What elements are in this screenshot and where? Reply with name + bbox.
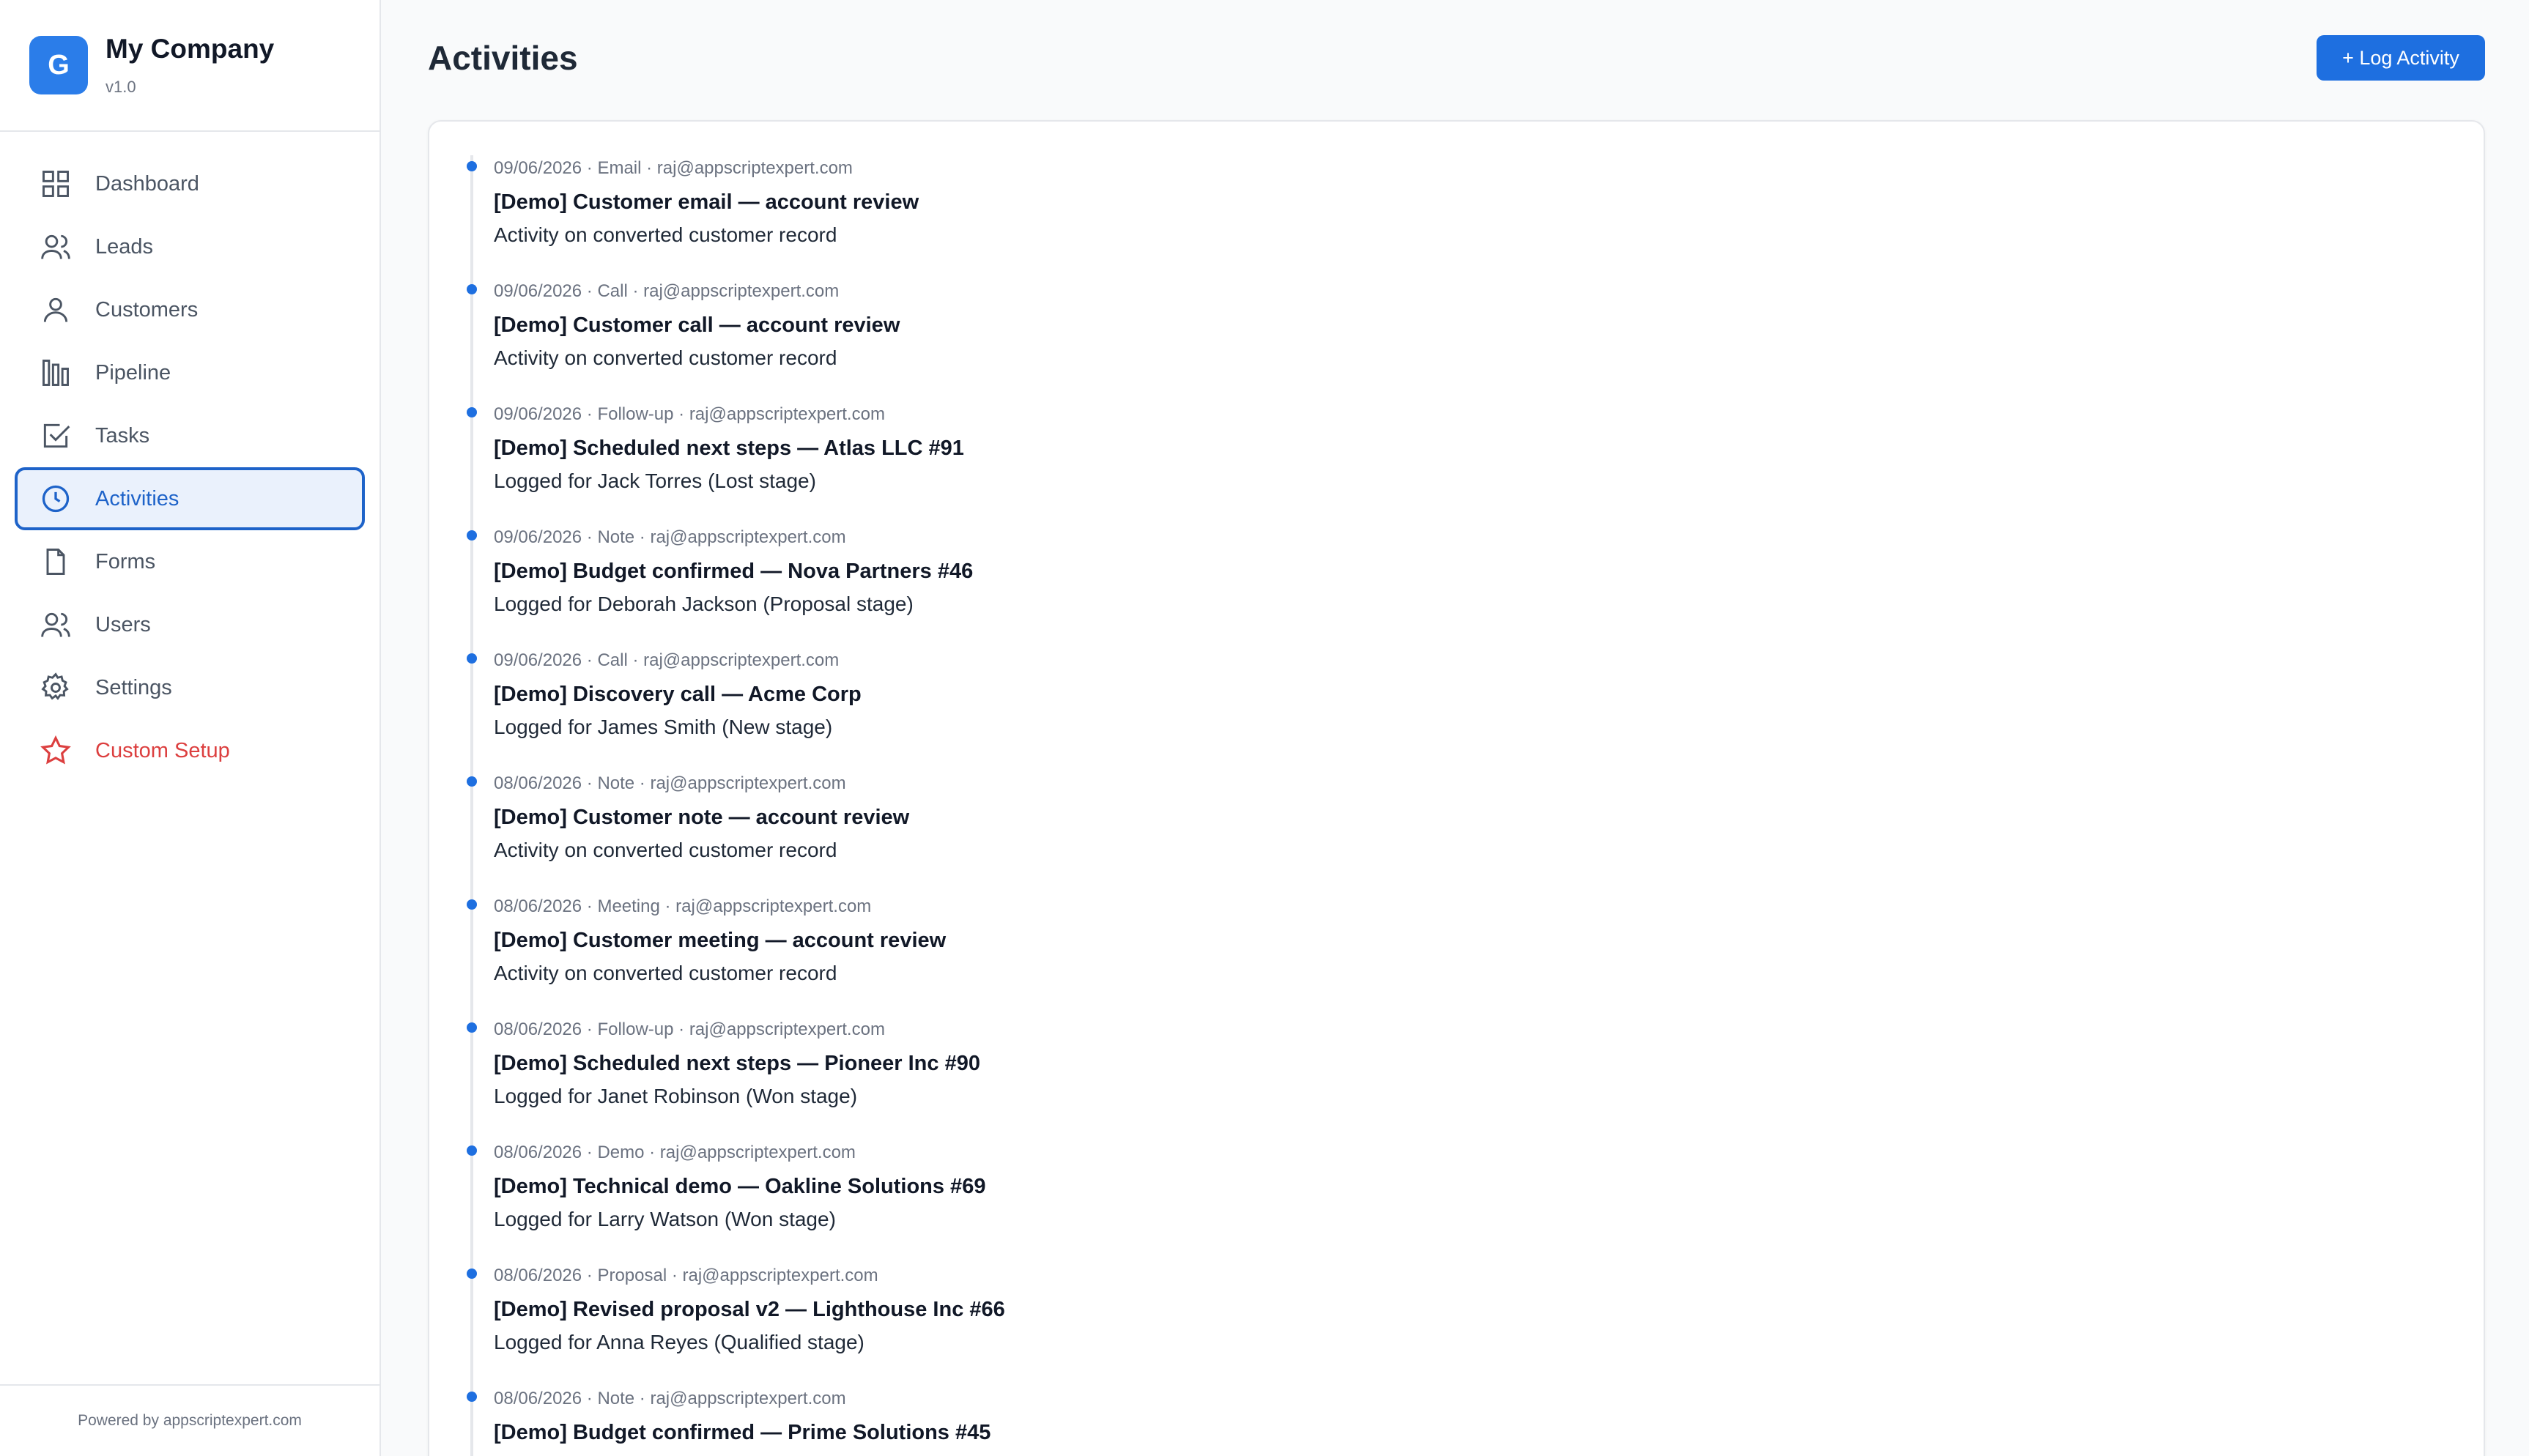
activity-title: [Demo] Discovery call — Acme Corp: [494, 683, 862, 706]
activity-description: Logged for Larry Watson (Won stage): [494, 1208, 836, 1230]
timeline-dot: [467, 530, 477, 541]
sidebar-item-activities[interactable]: [15, 467, 365, 530]
page-title: Activities: [428, 39, 578, 77]
activities-card: [428, 120, 2485, 1456]
brand-logo: G: [29, 36, 88, 94]
activity-title: [Demo] Technical demo — Oakline Solutions #69: [494, 1175, 986, 1198]
brand-name: My Company: [105, 34, 275, 64]
user-icon: [40, 294, 72, 326]
activity-meta: 09/06/2026 · Note · raj@appscriptexpert.com: [494, 527, 846, 547]
activity-title: [Demo] Scheduled next steps — Pioneer Inc #90: [494, 1052, 980, 1075]
activity-entry[interactable]: [473, 647, 2448, 770]
activity-meta: 09/06/2026 · Call · raj@appscriptexpert.com: [494, 650, 840, 670]
activity-entry[interactable]: [473, 894, 2448, 1017]
activity-entry[interactable]: [473, 1140, 2448, 1263]
sidebar-item-label: Forms: [95, 549, 156, 573]
activity-entry[interactable]: [473, 770, 2448, 894]
sidebar-footer: Powered by appscriptexpert.com: [0, 1384, 379, 1456]
activity-title: [Demo] Customer meeting — account review: [494, 929, 947, 952]
timeline-dot: [467, 407, 477, 417]
activity-title: [Demo] Customer email — account review: [494, 190, 919, 214]
sidebar-item-pipeline[interactable]: [15, 341, 365, 404]
timeline-dot: [467, 1392, 477, 1402]
timeline-dot: [467, 1269, 477, 1279]
activity-meta: 08/06/2026 · Follow-up · raj@appscriptexpert.com: [494, 1019, 885, 1039]
sidebar-item-label: Settings: [95, 675, 172, 699]
file-icon: [40, 546, 72, 578]
activity-entry[interactable]: [473, 1386, 2448, 1456]
sidebar-item-label: Activities: [95, 486, 179, 510]
users-icon: [40, 231, 72, 263]
gear-icon: [40, 672, 72, 704]
activity-timeline: [470, 155, 2448, 1456]
timeline-dot: [467, 284, 477, 294]
sidebar-item-settings[interactable]: [15, 656, 365, 719]
grid-icon: [40, 168, 72, 200]
sidebar-item-label: Custom Setup: [95, 738, 230, 762]
pipeline-icon: [40, 357, 72, 389]
log-activity-button[interactable]: + Log Activity: [2317, 35, 2485, 81]
activity-description: Logged for James Smith (New stage): [494, 716, 833, 738]
activity-meta: 09/06/2026 · Call · raj@appscriptexpert.com: [494, 281, 840, 301]
timeline-dot: [467, 776, 477, 787]
sidebar-item-leads[interactable]: [15, 215, 365, 278]
activity-description: Logged for Anna Reyes (Qualified stage): [494, 1331, 864, 1353]
activity-entry[interactable]: [473, 278, 2448, 401]
activity-description: Activity on converted customer record: [494, 839, 837, 861]
activity-meta: 08/06/2026 · Note · raj@appscriptexpert.com: [494, 773, 846, 793]
sidebar-item-label: Customers: [95, 297, 199, 322]
activity-meta: 08/06/2026 · Meeting · raj@appscriptexpert.com: [494, 896, 872, 916]
activity-title: [Demo] Budget confirmed — Prime Solutions #45: [494, 1421, 991, 1444]
activity-title: [Demo] Budget confirmed — Nova Partners #46: [494, 560, 974, 583]
checkbox-icon: [40, 420, 72, 452]
sidebar-item-dashboard[interactable]: [15, 152, 365, 215]
activity-title: [Demo] Revised proposal v2 — Lighthouse Inc #66: [494, 1298, 1005, 1321]
timeline-dot: [467, 161, 477, 171]
brand-text: [105, 34, 274, 97]
activity-meta: 08/06/2026 · Proposal · raj@appscriptexpert.com: [494, 1266, 878, 1285]
activity-entry[interactable]: [473, 401, 2448, 524]
activity-meta: 08/06/2026 · Note · raj@appscriptexpert.com: [494, 1389, 846, 1408]
timeline-dot: [467, 899, 477, 910]
sidebar: [0, 0, 381, 1456]
activity-description: Logged for Janet Robinson (Won stage): [494, 1085, 858, 1107]
activity-description: Logged for Deborah Jackson (Proposal stage): [494, 593, 914, 615]
activity-meta: 08/06/2026 · Demo · raj@appscriptexpert.com: [494, 1143, 856, 1162]
activity-title: [Demo] Customer call — account review: [494, 313, 900, 337]
sidebar-nav: [0, 132, 379, 782]
clock-icon: [40, 483, 72, 515]
activity-meta: 09/06/2026 · Email · raj@appscriptexpert.com: [494, 158, 853, 178]
activity-description: Activity on converted customer record: [494, 346, 837, 369]
brand: [0, 0, 379, 132]
activity-entry[interactable]: [473, 1263, 2448, 1386]
timeline-dot: [467, 653, 477, 664]
sidebar-item-label: Users: [95, 612, 151, 636]
activity-description: Logged for Jack Torres (Lost stage): [494, 469, 816, 492]
sidebar-item-label: Pipeline: [95, 360, 171, 385]
activity-entry[interactable]: [473, 524, 2448, 647]
activity-title: [Demo] Scheduled next steps — Atlas LLC #91: [494, 437, 964, 460]
star-icon: [40, 735, 72, 767]
sidebar-item-users[interactable]: [15, 593, 365, 656]
users-icon: [40, 609, 72, 641]
activity-meta: 09/06/2026 · Follow-up · raj@appscriptexpert.com: [494, 404, 885, 424]
sidebar-item-forms[interactable]: [15, 530, 365, 593]
sidebar-item-label: Leads: [95, 234, 154, 259]
activity-description: Activity on converted customer record: [494, 223, 837, 246]
activity-entry[interactable]: [473, 1017, 2448, 1140]
activity-description: Activity on converted customer record: [494, 962, 837, 984]
brand-version: v1.0: [105, 78, 136, 96]
sidebar-item-custom-setup[interactable]: [15, 719, 365, 782]
activity-entry[interactable]: [473, 155, 2448, 278]
timeline-dot: [467, 1145, 477, 1156]
activity-title: [Demo] Customer note — account review: [494, 806, 910, 829]
timeline-dot: [467, 1022, 477, 1033]
sidebar-item-customers[interactable]: [15, 278, 365, 341]
sidebar-item-tasks[interactable]: [15, 404, 365, 467]
sidebar-item-label: Dashboard: [95, 171, 199, 196]
sidebar-item-label: Tasks: [95, 423, 150, 447]
